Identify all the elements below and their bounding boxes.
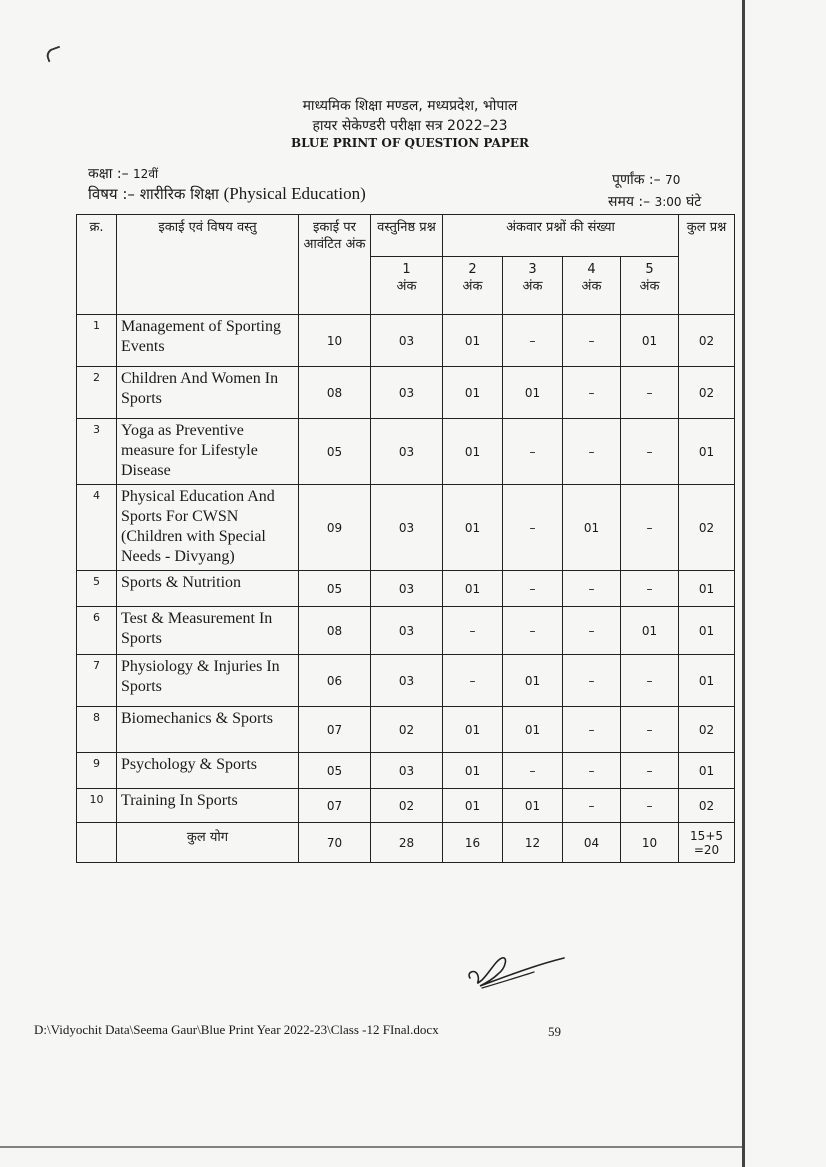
table-row xyxy=(77,419,735,485)
table-row xyxy=(77,655,735,707)
row-4-mark: – xyxy=(563,707,621,753)
row-4-mark: – xyxy=(563,571,621,607)
row-1-mark: 03 xyxy=(371,571,443,607)
row-topic: Biomechanics & Sports xyxy=(117,707,299,753)
row-alloted: 06 xyxy=(299,655,371,707)
header-2-label: अंक xyxy=(462,279,483,294)
row-2-mark: 01 xyxy=(443,571,503,607)
row-1-mark: 02 xyxy=(371,707,443,753)
row-sno: 2 xyxy=(77,367,117,419)
row-5-mark: – xyxy=(621,753,679,789)
header-3-num: 3 xyxy=(528,262,537,277)
header-1-num: 1 xyxy=(402,262,411,277)
blueprint-table xyxy=(76,214,735,863)
scan-bottom-line xyxy=(0,1146,742,1148)
exam-session: हायर सेकेण्डरी परीक्षा सत्र 2022–23 xyxy=(312,118,508,134)
totals-3-mark: 12 xyxy=(503,823,563,863)
class-info xyxy=(88,164,158,183)
subject-english: (Physical Education) xyxy=(223,184,366,203)
row-2-mark: – xyxy=(443,607,503,655)
row-3-mark: – xyxy=(503,315,563,367)
row-total: 02 xyxy=(679,707,735,753)
row-4-mark: – xyxy=(563,367,621,419)
header-sno: क्र. xyxy=(77,215,117,315)
header-3-label: अंक xyxy=(522,279,543,294)
table-row xyxy=(77,753,735,789)
row-alloted: 07 xyxy=(299,707,371,753)
row-1-mark: 03 xyxy=(371,419,443,485)
row-alloted: 05 xyxy=(299,419,371,485)
row-3-mark: – xyxy=(503,607,563,655)
row-total: 01 xyxy=(679,607,735,655)
header-3-mark xyxy=(503,257,563,315)
row-2-mark: 01 xyxy=(443,707,503,753)
row-2-mark: 01 xyxy=(443,315,503,367)
row-1-mark: 03 xyxy=(371,655,443,707)
max-marks-info xyxy=(612,170,680,189)
row-alloted: 08 xyxy=(299,607,371,655)
row-2-mark: 01 xyxy=(443,789,503,823)
header-alloted-marks: इकाई पर आवंटित अंक xyxy=(299,215,371,315)
row-3-mark: 01 xyxy=(503,655,563,707)
row-2-mark: 01 xyxy=(443,419,503,485)
row-alloted: 07 xyxy=(299,789,371,823)
totals-total xyxy=(679,823,735,863)
row-5-mark: – xyxy=(621,419,679,485)
row-4-mark: – xyxy=(563,655,621,707)
subject-label: विषय :– xyxy=(88,185,135,203)
totals-total-line1: 15+5 xyxy=(690,828,724,843)
totals-sno-empty xyxy=(77,823,117,863)
row-topic: Physical Education And Sports For CWSN (Children with Special Needs - Divyang) xyxy=(117,485,299,571)
row-topic: Psychology & Sports xyxy=(117,753,299,789)
row-topic: Training In Sports xyxy=(117,789,299,823)
row-alloted: 05 xyxy=(299,571,371,607)
header-total-questions: कुल प्रश्न xyxy=(679,215,735,315)
header-5-mark xyxy=(621,257,679,315)
row-sno: 1 xyxy=(77,315,117,367)
time-label: समय :– xyxy=(608,194,651,210)
row-5-mark: 01 xyxy=(621,607,679,655)
row-topic: Sports & Nutrition xyxy=(117,571,299,607)
document-title: BLUE PRINT OF QUESTION PAPER xyxy=(290,136,530,150)
totals-total-line2: =20 xyxy=(693,842,720,857)
row-total: 02 xyxy=(679,367,735,419)
table-row xyxy=(77,315,735,367)
row-1-mark: 03 xyxy=(371,753,443,789)
row-topic: Test & Measurement In Sports xyxy=(117,607,299,655)
row-5-mark: – xyxy=(621,655,679,707)
class-label: कक्षा :– xyxy=(88,166,129,182)
row-topic: Physiology & Injuries In Sports xyxy=(117,655,299,707)
row-1-mark: 02 xyxy=(371,789,443,823)
row-5-mark: – xyxy=(621,707,679,753)
header-2-num: 2 xyxy=(468,262,477,277)
class-value: 12वीं xyxy=(133,167,159,181)
totals-label: कुल योग xyxy=(117,823,299,863)
header-4-mark xyxy=(563,257,621,315)
row-sno: 7 xyxy=(77,655,117,707)
header-markwise: अंकवार प्रश्नों की संख्या xyxy=(443,215,679,257)
time-unit: घंटे xyxy=(685,194,702,210)
file-path: D:\Vidyochit Data\Seema Gaur\Blue Print Year 2022-23\Class -12 FInal.docx xyxy=(34,1022,439,1037)
row-1-mark: 03 xyxy=(371,607,443,655)
subject-info xyxy=(88,184,366,204)
table-row xyxy=(77,789,735,823)
row-topic: Yoga as Preventive measure for Lifestyle Disease xyxy=(117,419,299,485)
totals-2-mark: 16 xyxy=(443,823,503,863)
header-1-mark xyxy=(371,257,443,315)
table-row xyxy=(77,485,735,571)
row-total: 01 xyxy=(679,419,735,485)
row-1-mark: 03 xyxy=(371,485,443,571)
table-row xyxy=(77,571,735,607)
row-sno: 9 xyxy=(77,753,117,789)
row-3-mark: – xyxy=(503,571,563,607)
table-row xyxy=(77,707,735,753)
row-3-mark: 01 xyxy=(503,367,563,419)
max-marks-label: पूर्णांक :– xyxy=(612,172,661,188)
row-3-mark: 01 xyxy=(503,789,563,823)
row-2-mark: 01 xyxy=(443,367,503,419)
row-total: 01 xyxy=(679,655,735,707)
header-5-label: अंक xyxy=(639,279,660,294)
board-name: माध्यमिक शिक्षा मण्डल, मध्यप्रदेश, भोपाल xyxy=(302,98,518,114)
totals-row xyxy=(77,823,735,863)
row-4-mark: – xyxy=(563,753,621,789)
row-5-mark: – xyxy=(621,571,679,607)
row-1-mark: 03 xyxy=(371,315,443,367)
totals-1-mark: 28 xyxy=(371,823,443,863)
row-4-mark: – xyxy=(563,419,621,485)
row-3-mark: – xyxy=(503,753,563,789)
row-4-mark: – xyxy=(563,607,621,655)
max-marks-value: 70 xyxy=(665,173,681,187)
row-2-mark: – xyxy=(443,655,503,707)
row-3-mark: 01 xyxy=(503,707,563,753)
header-2-mark xyxy=(443,257,503,315)
row-alloted: 09 xyxy=(299,485,371,571)
row-total: 02 xyxy=(679,789,735,823)
row-5-mark: – xyxy=(621,367,679,419)
row-2-mark: 01 xyxy=(443,485,503,571)
header-5-num: 5 xyxy=(645,262,654,277)
header-4-label: अंक xyxy=(581,279,602,294)
header-objective: वस्तुनिष्ठ प्रश्न xyxy=(371,215,443,257)
row-sno: 4 xyxy=(77,485,117,571)
row-sno: 6 xyxy=(77,607,117,655)
header-row xyxy=(77,215,735,257)
signature xyxy=(462,950,572,995)
row-4-mark: – xyxy=(563,315,621,367)
row-total: 01 xyxy=(679,571,735,607)
row-total: 01 xyxy=(679,753,735,789)
row-5-mark: 01 xyxy=(621,315,679,367)
row-5-mark: – xyxy=(621,485,679,571)
row-5-mark: – xyxy=(621,789,679,823)
totals-alloted: 70 xyxy=(299,823,371,863)
header-unit: इकाई एवं विषय वस्तु xyxy=(117,215,299,315)
row-4-mark: 01 xyxy=(563,485,621,571)
totals-4-mark: 04 xyxy=(563,823,621,863)
row-total: 02 xyxy=(679,315,735,367)
subject-hindi: शारीरिक शिक्षा xyxy=(139,185,219,203)
row-total: 02 xyxy=(679,485,735,571)
row-1-mark: 03 xyxy=(371,367,443,419)
row-topic: Management of Sporting Events xyxy=(117,315,299,367)
row-topic: Children And Women In Sports xyxy=(117,367,299,419)
table-row xyxy=(77,607,735,655)
time-value: 3:00 xyxy=(654,195,682,209)
row-sno: 5 xyxy=(77,571,117,607)
row-alloted: 05 xyxy=(299,753,371,789)
scan-page-edge xyxy=(742,0,745,1167)
time-info xyxy=(608,192,701,211)
header-4-num: 4 xyxy=(587,262,596,277)
row-3-mark: – xyxy=(503,419,563,485)
row-sno: 10 xyxy=(77,789,117,823)
row-3-mark: – xyxy=(503,485,563,571)
row-2-mark: 01 xyxy=(443,753,503,789)
row-4-mark: – xyxy=(563,789,621,823)
page-number: 59 xyxy=(548,1024,561,1039)
scan-corner-mark xyxy=(44,46,63,63)
row-alloted: 10 xyxy=(299,315,371,367)
row-alloted: 08 xyxy=(299,367,371,419)
row-sno: 8 xyxy=(77,707,117,753)
row-sno: 3 xyxy=(77,419,117,485)
header-1-label: अंक xyxy=(396,279,417,294)
totals-5-mark: 10 xyxy=(621,823,679,863)
table-row xyxy=(77,367,735,419)
